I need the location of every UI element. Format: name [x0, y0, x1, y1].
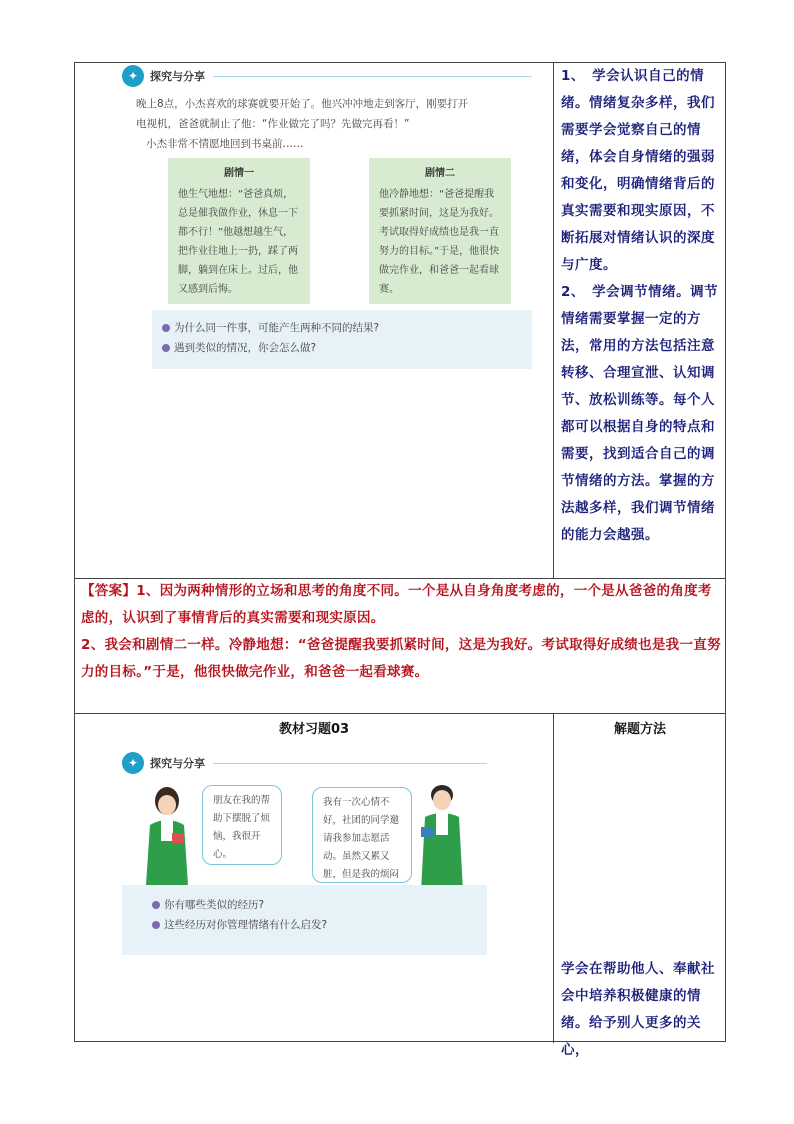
bullet-icon [162, 324, 170, 332]
question-4-row [152, 915, 457, 935]
figure-explore-share-1 [122, 64, 532, 369]
exercise-header: 教材习题03 [278, 722, 350, 737]
figure2-title-row [122, 751, 487, 775]
plot-2-title: 剧情二 [425, 168, 455, 179]
bullet-icon [152, 901, 160, 909]
answer-line-2: 2、我会和剧情二一样。冷静地想：“爸爸提醒我要抓紧时间，这是为我好。考试取得好成绩也是我一直努力的目标。”于是，他很快做完作业，和爸爸一起看球赛。 [81, 637, 721, 680]
story-line-1: 晚上8点，小杰喜欢的球赛就要开始了。他兴冲冲地走到客厅，刚要打开 [136, 98, 469, 110]
bullet-icon [152, 921, 160, 929]
question-box-1 [152, 310, 532, 369]
plot-1-text: 他生气地想：“爸爸真烦，总是催我做作业，休息一下都不行！”他越想越生气，把作业往地上一扔，踩了两脚，躺到在床上。过后，他又感到后悔。 [178, 189, 298, 295]
method-text-2 [561, 956, 721, 1064]
explore-icon: ✦ [122, 752, 144, 774]
question-2: 遇到类似的情况，你会怎么做? [174, 342, 317, 354]
title-underline [213, 763, 487, 764]
question-3: 你有哪些类似的经历? [164, 899, 265, 911]
question-1: 为什么同一件事，可能产生两种不同的结果? [174, 322, 380, 334]
boy-student-illustration [417, 781, 467, 891]
answer-block [81, 578, 721, 686]
question-box-2 [122, 885, 487, 955]
story-text [122, 94, 532, 154]
divider-after-answer [75, 713, 725, 714]
answer-line-1: 【答案】1、因为两种情形的立场和思考的角度不同。一个是从自身角度考虑的，一个是从爸爸的角度考虑的，认识到了事情背后的真实需要和现实原因。 [81, 583, 712, 626]
plot-1-title: 剧情一 [224, 168, 254, 179]
plot-2-text: 他冷静地想：“爸爸提醒我要抓紧时间，这是为我好。考试取得好成绩也是我一直努力的目标。”于是，他很快做完作业，和爸爸一起看球赛。 [379, 189, 500, 295]
question-2-row [162, 338, 522, 358]
girl-student-illustration [142, 785, 192, 885]
story-line-2: 电视机，爸爸就制止了他：“作业做完了吗？先做完再看！” [136, 118, 410, 130]
question-4: 这些经历对你管理情绪有什么启发? [164, 919, 328, 931]
plot-card-1 [168, 158, 310, 304]
divider-top-vertical [553, 63, 554, 578]
question-3-row [152, 895, 457, 915]
plot-card-2 [369, 158, 511, 304]
figure-title: 探究与分享 [150, 70, 205, 83]
explore-icon: ✦ [122, 65, 144, 87]
speech-bubble-right: 我有一次心情不好，社团的同学邀请我参加志愿活动。虽然又累又脏，但是我的烦闷 [312, 787, 412, 883]
solution-method-header: 解题方法 [613, 722, 666, 737]
method-point-1: 1、 学会认识自己的情绪。情绪复杂多样，我们需要学会觉察自己的情绪，体会自身情绪的强弱和变化，明确情绪背后的真实需要和现实原因，不断拓展对情绪认识的深度与广度。 [561, 68, 715, 273]
method-text-1 [561, 63, 721, 549]
figure-title-row [122, 64, 532, 88]
question-1-row [162, 318, 522, 338]
speech-bubble-left: 朋友在我的帮助下摆脱了烦恼，我很开心。 [202, 785, 282, 865]
figure2-title: 探究与分享 [150, 757, 205, 770]
divider-bottom-vertical [553, 713, 554, 1043]
story-line-3: 小杰非常不情愿地回到书桌前…… [146, 138, 304, 150]
method-point-2: 2、 学会调节情绪。调节情绪需要掌握一定的方法，常用的方法包括注意转移、合理宣泄、认知调节、放松训练等。每个人都可以根据自身的特点和需要，找到适合自己的调节情绪的方法。掌握的方法越多样，我们调节情绪的能力会越强。 [561, 284, 719, 543]
bullet-icon [162, 344, 170, 352]
title-underline [213, 76, 532, 77]
figure-explore-share-2 [122, 745, 487, 955]
method-text-2-content: 学会在帮助他人、奉献社会中培养积极健康的情绪。给予别人更多的关心， [561, 961, 715, 1058]
